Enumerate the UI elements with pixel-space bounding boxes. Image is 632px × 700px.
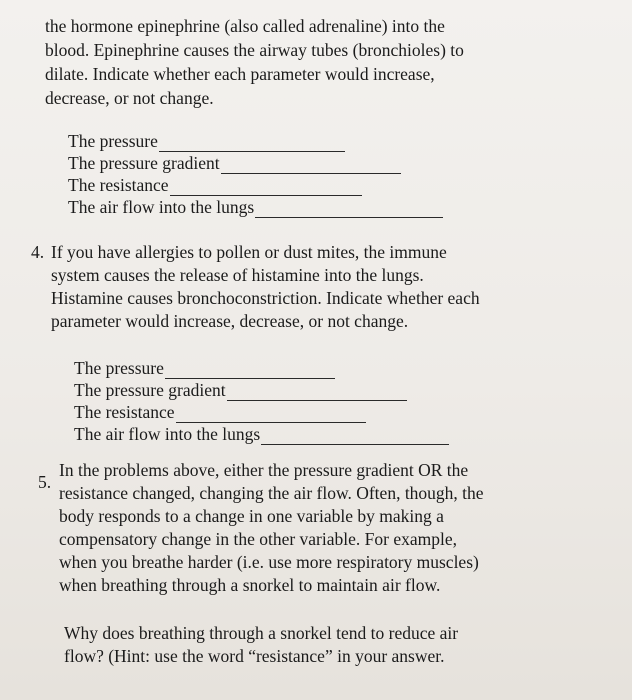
answer-blank[interactable] — [176, 406, 366, 423]
answer-blank[interactable] — [170, 179, 362, 196]
q4-line-1: If you have allergies to pollen or dust mites, the immune — [51, 242, 447, 262]
blank-label: The resistance — [74, 402, 175, 422]
q4-blank-air-flow — [74, 423, 449, 445]
q5-line-6: when breathing through a snorkel to maintain air flow. — [59, 575, 441, 595]
intro-line-1: the hormone epinephrine (also called adrenaline) into the — [45, 16, 445, 36]
blank-label: The air flow into the lungs — [68, 197, 255, 217]
answer-blank[interactable] — [165, 362, 335, 379]
intro-blank-pressure-gradient — [68, 152, 401, 174]
answer-blank[interactable] — [261, 428, 449, 445]
blank-label: The air flow into the lungs — [74, 424, 261, 444]
q5-line-1: In the problems above, either the pressure gradient OR the — [59, 460, 469, 480]
q4-line-4: parameter would increase, decrease, or not change. — [51, 311, 409, 331]
q5-line-5: when you breathe harder (i.e. use more respiratory muscles) — [59, 552, 479, 572]
answer-blank[interactable] — [227, 384, 407, 401]
blank-label: The pressure gradient — [74, 380, 226, 400]
question-4-number: 4. — [31, 242, 45, 262]
blank-label: The resistance — [68, 175, 169, 195]
q4-line-2: system causes the release of histamine into the lungs. — [51, 265, 424, 285]
intro-blank-air-flow — [68, 196, 443, 218]
q4-line-3: Histamine causes bronchoconstriction. Indicate whether each — [51, 288, 480, 308]
q4-blank-pressure-gradient — [74, 379, 407, 401]
answer-blank[interactable] — [221, 157, 401, 174]
question-5-number: 5. — [38, 472, 52, 492]
q5-line-4: compensatory change in the other variable. For example, — [59, 529, 457, 549]
intro-line-3: dilate. Indicate whether each parameter would increase, — [45, 64, 435, 84]
q5-question-line-1: Why does breathing through a snorkel tend to reduce air — [64, 623, 459, 643]
q5-question-line-2: flow? (Hint: use the word “resistance” in your answer. — [64, 646, 445, 666]
intro-blank-pressure — [68, 130, 345, 152]
answer-blank[interactable] — [159, 135, 345, 152]
q4-blank-pressure — [74, 357, 335, 379]
q5-line-2: resistance changed, changing the air flow. Often, though, the — [59, 483, 484, 503]
intro-line-2: blood. Epinephrine causes the airway tubes (bronchioles) to — [45, 40, 464, 60]
q4-blank-resistance — [74, 401, 366, 423]
blank-label: The pressure — [74, 358, 164, 378]
intro-line-4: decrease, or not change. — [45, 88, 214, 108]
intro-blank-resistance — [68, 174, 362, 196]
blank-label: The pressure gradient — [68, 153, 220, 173]
q5-line-3: body responds to a change in one variable by making a — [59, 506, 444, 526]
answer-blank[interactable] — [255, 201, 443, 218]
blank-label: The pressure — [68, 131, 158, 151]
